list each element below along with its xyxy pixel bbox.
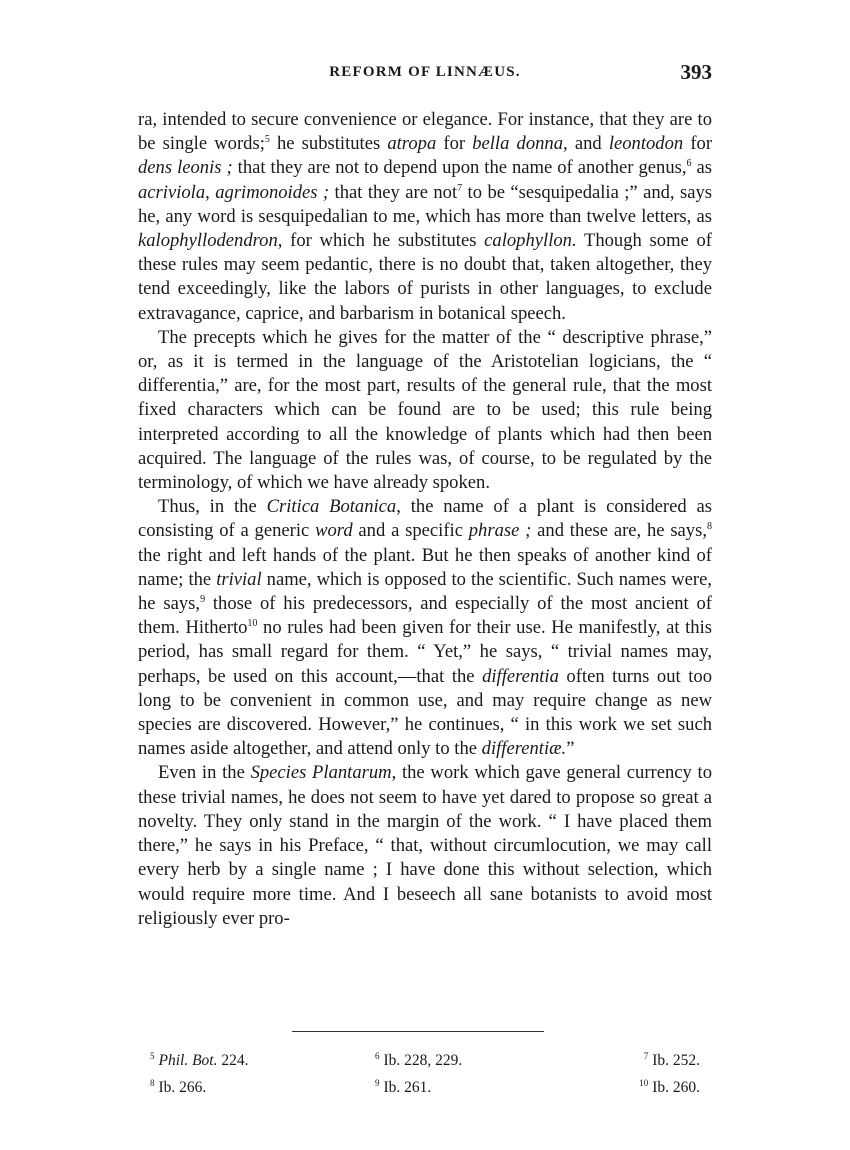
text-run: Thus, in the	[158, 496, 267, 518]
text-run: ,	[205, 181, 216, 203]
text-run: , the work which gave general currency to these trivial names, he does not seem to have yet dared to propose so great a novelty. They only stand in the margin of the work. “ I have placed them there,” he says in his Preface, “ that, without circumlocution, we may call every herb by a single name ; I have done this without selection, which would require more time. And I beseech all sane botanists to avoid most religiously ever pro-	[138, 762, 712, 929]
italic-text: acriviola	[138, 181, 206, 203]
text-run: , the name of a plant is considered as consisting of a generic	[138, 496, 712, 542]
page-number: 393	[680, 60, 712, 84]
italic-text: trivial	[216, 568, 262, 590]
footnote-reference: 8	[706, 521, 712, 533]
italic-text: dens leonis ;	[138, 157, 233, 179]
italic-text: Critica Botanica	[266, 496, 397, 518]
footnote-mark: 8	[150, 1078, 155, 1089]
footnote	[600, 1045, 700, 1072]
footnote-mark: 9	[375, 1078, 380, 1089]
text-run: that they are not to depend upon the name of another genus,	[232, 157, 687, 179]
italic-text: word	[315, 520, 353, 542]
italic-text: Species Plantarum	[250, 762, 392, 784]
footnote-row	[150, 1045, 700, 1072]
footnote-mark: 7	[643, 1051, 649, 1061]
footnote-mark: 5	[150, 1051, 155, 1061]
footnote	[375, 1072, 535, 1099]
text-run: those of his predecessors, and especially of the most ancient of them. Hitherto	[138, 593, 713, 639]
footnote-text: Ib. 261.	[383, 1079, 432, 1097]
italic-text: agrimonoides ;	[215, 181, 330, 203]
footnote-divider	[292, 1031, 544, 1032]
text-run: Though some of these rules may seem pedantic, there is no doubt that, taken altogether, they tend exceedingly, like the labors of purists in other languages, to exclude extravagance, caprice, and barbarism in botanical speech.	[138, 230, 712, 324]
text-run: the right and left hands of the plant. But he then speaks of another kind of name; the	[138, 544, 712, 590]
paragraph	[138, 326, 712, 495]
italic-text: bella donna	[472, 133, 564, 155]
text-run: and a specific	[352, 520, 469, 542]
body-text	[138, 108, 712, 931]
footnote-reference: 7	[457, 182, 463, 194]
footnote-text: Ib. 252.	[652, 1052, 700, 1070]
text-run: ”	[566, 738, 575, 760]
footnote-row	[150, 1072, 700, 1099]
footnotes	[150, 1045, 700, 1099]
footnote	[150, 1045, 310, 1072]
page-header	[138, 60, 712, 90]
footnote-reference: 10	[247, 618, 258, 630]
text-run: for	[436, 133, 473, 155]
footnote-reference: 6	[686, 158, 692, 170]
text-run: ra, intended to secure convenience or elegance. For instance, that they are to be single words;	[138, 109, 712, 155]
text-run: name, which is opposed to the scientific. Such names were, he says,	[138, 568, 712, 615]
running-head: REFORM OF LINNÆUS.	[329, 64, 521, 80]
footnote	[600, 1072, 700, 1099]
text-run: The precepts which he gives for the matter of the “ descriptive phrase,” or, as it is termed in the language of the Aristotelian logicians, the “ differentia,” are, for the most part, results of the general rule, that the most fixed characters which can be found are to be used; this rule being interpreted according to all the knowledge of plants which had then been acquired. The language of the rules was, of course, to be regulated by the terminology, of which we have already spoken.	[138, 326, 712, 494]
italic-text: atropa	[387, 133, 437, 155]
footnote-mark: 10	[639, 1078, 649, 1089]
footnote-text: Ib. 260.	[652, 1079, 700, 1097]
text-run: , and	[563, 133, 609, 155]
text-run: that they are not	[329, 181, 458, 203]
footnote	[375, 1045, 535, 1072]
paragraph	[138, 761, 712, 930]
italic-text: phrase ;	[468, 520, 532, 542]
text-run: for	[683, 133, 713, 155]
italic-text: leontodon	[608, 133, 684, 155]
italic-text: differentia	[482, 665, 559, 687]
italic-text: calophyllon.	[484, 230, 577, 252]
text-run: often turns out too long to be convenient in common use, and may require change as new species are discovered. However,” he continues, “ in this work we set such names aside altogether, and attend only to the	[138, 665, 712, 760]
footnote-reference: 5	[264, 134, 270, 146]
text-run: , for which he substitutes	[277, 230, 485, 252]
text-run: to be “sesquipedalia ;” and, says he, any word is sesquipedalian to me, which has more than twelve letters, as	[138, 181, 713, 227]
footnote-text: Ib. 228, 229.	[383, 1052, 463, 1070]
footnote-mark: 6	[375, 1051, 380, 1061]
footnote-text: Phil. Bot. 224.	[158, 1052, 249, 1070]
footnote	[150, 1072, 310, 1099]
text-run: and these are, he says,	[531, 520, 707, 542]
italic-text: kalophyllodendron	[138, 230, 278, 252]
text-run: as	[691, 157, 712, 179]
paragraph	[138, 495, 712, 761]
text-run: Even in the	[158, 762, 251, 784]
text-run: no rules had been given for their use. He manifestly, at this period, has small regard for them. “ Yet,” he says, “ trivial names may, perhaps, be used on this account,—that the	[138, 617, 712, 687]
italic-text: differentiæ.	[481, 738, 567, 760]
paragraph	[138, 108, 712, 326]
footnote-reference: 9	[200, 593, 206, 605]
footnote-text: Ib. 266.	[158, 1079, 207, 1097]
text-run: he substitutes	[269, 133, 388, 155]
